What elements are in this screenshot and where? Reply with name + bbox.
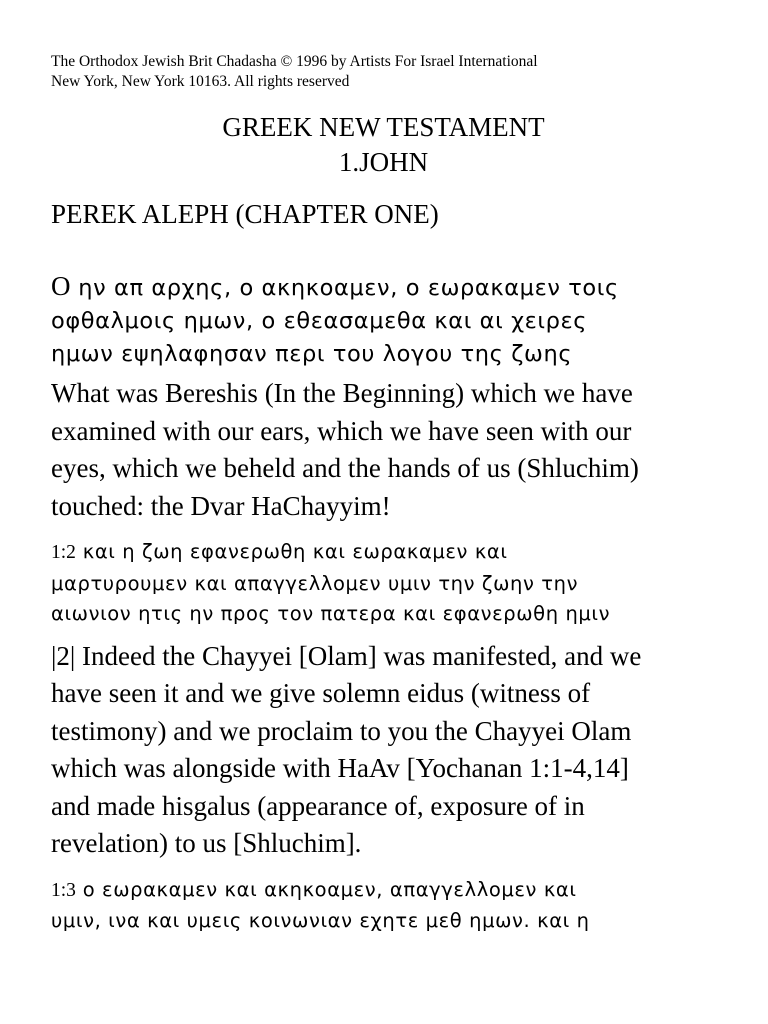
verse-2-english-line: |2| Indeed the Chayyei [Olam] was manifested, and we [51,640,642,671]
copyright-line-2: New York, New York 10163. All rights reserved [51,73,350,90]
book-title: 1.JOHN [338,147,429,177]
verse-1-greek-line: ημων εψηλαφησαν περι του λογου της ζωης [51,341,573,367]
verse-1-english-line: touched: the Dvar HaChayyim! [51,490,391,521]
verse-1-greek-text: ην απ αρχης, ο ακηκοαμεν, ο εωρακαμεν τοις [70,275,619,301]
verse-2-english-line: and made hisgalus (appearance of, exposure of in [51,790,585,821]
testament-title: GREEK NEW TESTAMENT [222,112,545,142]
verse-2-english-line: revelation) to us [Shluchim]. [51,828,362,858]
document-heading [51,110,716,180]
verse-2-greek-line [51,537,731,569]
verse-1-english-line: What was Bereshis (In the Beginning) which we have [51,378,633,408]
verse-2-ref: 1:2 [51,542,76,563]
verse-1-greek [51,270,731,371]
document-page [51,52,731,937]
copyright-line-1: The Orthodox Jewish Brit Chadasha © 1996 by Artists For Israel International [51,53,538,70]
copyright-notice [51,52,731,92]
verse-3-greek-line [51,875,731,907]
verse-1-english [51,375,731,525]
verse-3-greek [51,875,731,937]
verse-2-greek-line: αιωνιον ητις ην προς τον πατερα και εφανερωθη ημιν [51,602,611,625]
verse-3-greek-text: ο εωρακαμεν και ακηκοαμεν, απαγγελλομεν και [75,877,577,901]
verse-2-english-line: have seen it and we give solemn eidus (witness of [51,678,591,708]
verse-2-english-line: which was alongside with HaAv [Yochanan 1:1-4,14] [51,753,629,783]
verse-2-greek [51,537,731,630]
verse-2-greek-line: μαρτυρουμεν και απαγγελλομεν υμιν την ζωην την [51,571,579,595]
verse-1-greek-line: οφθαλμοις ημων, ο εθεασαμεθα και αι χειρες [51,308,588,334]
chapter-title: PEREK ALEPH (CHAPTER ONE) [51,199,439,229]
verse-2-english [51,638,731,863]
verse-2-greek-text: και η ζωη εφανερωθη και εωρακαμεν και [75,540,508,563]
verse-2-english-line: testimony) and we proclaim to you the Chayyei Olam [51,715,632,746]
verse-3-greek-line: υμιν, ινα και υμεις κοινωνιαν εχητε μεθ ημων. και η [51,909,590,932]
verse-1-greek-line [51,270,731,305]
verse-1-english-line: eyes, which we beheld and the hands of us (Shluchim) [51,453,639,483]
verse-1-english-line: examined with our ears, which we have seen with our [51,415,632,446]
verse-1-greek-lead: O [51,271,71,301]
verse-3-ref: 1:3 [51,879,76,901]
